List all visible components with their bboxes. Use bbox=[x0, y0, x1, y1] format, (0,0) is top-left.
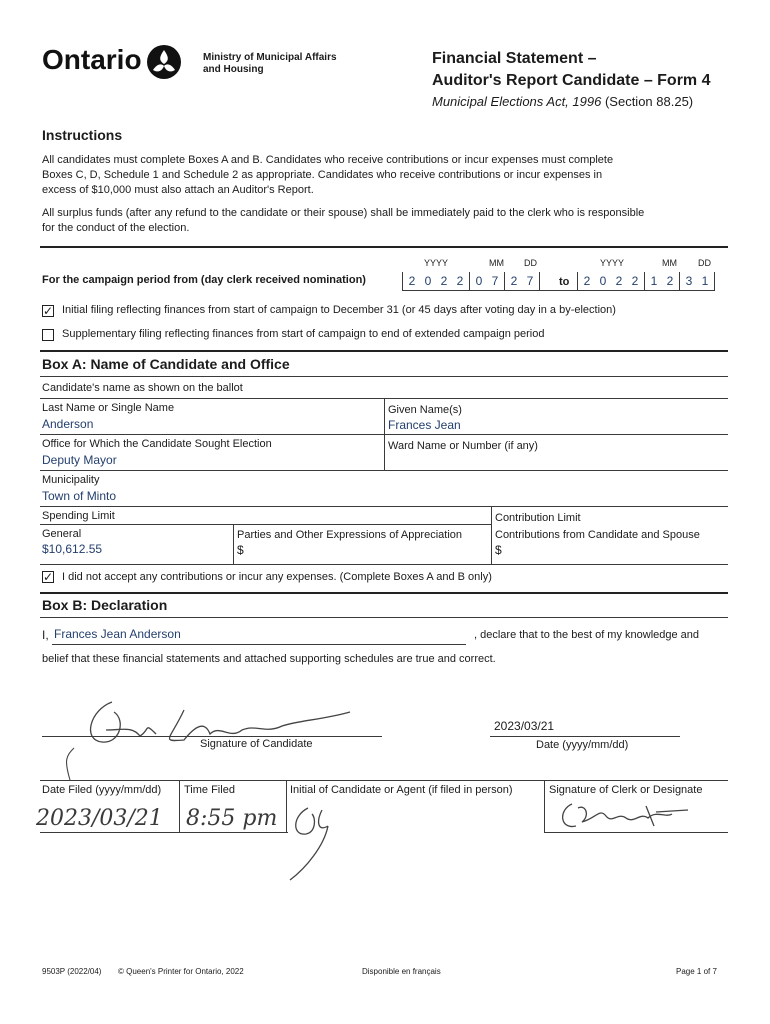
date-filed-handwritten[interactable]: 2023/03/21 bbox=[36, 806, 163, 831]
to-digit[interactable]: 0 bbox=[599, 274, 607, 288]
divider bbox=[40, 564, 728, 565]
contribution-limit-field[interactable]: $ bbox=[495, 543, 502, 557]
agent-initial-signature bbox=[272, 796, 362, 886]
trillium-logo-icon bbox=[146, 44, 182, 80]
from-digit[interactable]: 7 bbox=[526, 274, 534, 288]
from-digit[interactable]: 0 bbox=[475, 274, 483, 288]
date-box-border bbox=[539, 272, 540, 290]
to-digit[interactable]: 2 bbox=[615, 274, 623, 288]
date-box-border bbox=[469, 272, 470, 290]
ministry-name-line1: Ministry of Municipal Affairs bbox=[203, 52, 337, 63]
to-digit[interactable]: 2 bbox=[631, 274, 639, 288]
from-yyyy-label: YYYY bbox=[424, 258, 449, 268]
instructions-line: All candidates must complete Boxes A and B. Candidates who receive contributions or incur expenses must complete bbox=[42, 154, 614, 166]
divider bbox=[491, 506, 492, 564]
instructions-line: Boxes C, D, Schedule 1 and Schedule 2 as appropriate. Candidates who receive contributions or incur expenses in bbox=[42, 169, 603, 181]
divider bbox=[179, 780, 180, 832]
signed-date-label: Date (yyyy/mm/dd) bbox=[536, 739, 629, 751]
act-section: (Section 88.25) bbox=[604, 94, 694, 109]
to-digit[interactable]: 2 bbox=[666, 274, 674, 288]
office-field[interactable]: Deputy Mayor bbox=[42, 453, 117, 467]
parties-limit-field[interactable]: $ bbox=[237, 543, 244, 557]
form-title: Financial Statement – bbox=[432, 50, 597, 67]
ballot-note: Candidate's name as shown on the ballot bbox=[42, 382, 243, 394]
from-digit[interactable]: 2 bbox=[440, 274, 448, 288]
date-line bbox=[490, 736, 680, 737]
from-dd-label: DD bbox=[524, 258, 537, 268]
no-contributions-label: I did not accept any contributions or incur any expenses. (Complete Boxes A and B only) bbox=[62, 571, 492, 583]
from-digit[interactable]: 0 bbox=[424, 274, 432, 288]
signed-date-field[interactable]: 2023/03/21 bbox=[494, 719, 555, 733]
date-box-border bbox=[402, 272, 403, 290]
date-filed-label: Date Filed (yyyy/mm/dd) bbox=[42, 784, 162, 796]
declaration-i: I, bbox=[42, 628, 49, 642]
divider bbox=[40, 376, 728, 377]
to-digit[interactable]: 1 bbox=[701, 274, 709, 288]
to-digit[interactable]: 3 bbox=[685, 274, 693, 288]
from-digit[interactable]: 7 bbox=[491, 274, 499, 288]
divider bbox=[40, 434, 728, 435]
act-reference bbox=[432, 94, 693, 109]
signature-line bbox=[42, 736, 382, 737]
box-b-heading: Box B: Declaration bbox=[42, 597, 168, 613]
divider bbox=[233, 524, 234, 564]
divider bbox=[40, 592, 728, 594]
initial-filing-checkbox[interactable]: ✓ bbox=[43, 304, 54, 318]
clerk-signature bbox=[556, 796, 696, 836]
signature-label: Signature of Candidate bbox=[200, 738, 313, 750]
date-box-bottom bbox=[402, 290, 715, 291]
to-yyyy-label: YYYY bbox=[600, 258, 625, 268]
agent-initial-label: Initial of Candidate or Agent (if filed in person) bbox=[290, 784, 513, 796]
box-a-heading: Box A: Name of Candidate and Office bbox=[42, 356, 290, 372]
last-name-label: Last Name or Single Name bbox=[42, 402, 175, 414]
instructions-line: excess of $10,000 must also attach an Auditor's Report. bbox=[42, 184, 314, 196]
from-digit[interactable]: 2 bbox=[408, 274, 416, 288]
given-names-field[interactable]: Frances Jean bbox=[388, 418, 461, 432]
from-mm-label: MM bbox=[489, 258, 504, 268]
declarant-name-field[interactable]: Frances Jean Anderson bbox=[54, 627, 181, 641]
date-box-border bbox=[679, 272, 680, 290]
divider bbox=[40, 780, 728, 781]
period-label: For the campaign period from (day clerk received nomination) bbox=[42, 274, 366, 286]
date-box-border bbox=[644, 272, 645, 290]
french-availability: Disponible en français bbox=[362, 967, 441, 976]
spending-limit-label: Spending Limit bbox=[42, 510, 115, 522]
initial-filing-label: Initial filing reflecting finances from start of campaign to December 31 (or 45 days after voting day in a by-election) bbox=[62, 304, 616, 316]
candidate-signature bbox=[60, 690, 360, 780]
office-label: Office for Which the Candidate Sought Election bbox=[42, 438, 272, 450]
time-filed-label: Time Filed bbox=[184, 784, 235, 796]
form-code: 9503P (2022/04) bbox=[42, 967, 102, 976]
filed-underline bbox=[544, 832, 728, 833]
divider bbox=[40, 470, 728, 471]
last-name-field[interactable]: Anderson bbox=[42, 417, 94, 431]
ward-label: Ward Name or Number (if any) bbox=[388, 440, 538, 452]
declarant-underline bbox=[52, 644, 466, 645]
municipality-label: Municipality bbox=[42, 474, 100, 486]
contrib-from-label: Contributions from Candidate and Spouse bbox=[495, 529, 700, 541]
to-digit[interactable]: 1 bbox=[650, 274, 658, 288]
instructions-line: for the conduct of the election. bbox=[42, 222, 190, 234]
no-contributions-checkbox[interactable]: ✓ bbox=[43, 570, 54, 584]
divider bbox=[40, 524, 491, 525]
ontario-logo-text: Ontario bbox=[42, 44, 142, 75]
from-digit[interactable]: 2 bbox=[456, 274, 464, 288]
general-limit-field[interactable]: $10,612.55 bbox=[42, 542, 103, 556]
act-name: Municipal Elections Act, 1996 bbox=[432, 94, 602, 109]
time-filed-handwritten[interactable]: 8:55 pm bbox=[186, 806, 278, 831]
period-to-label: to bbox=[559, 276, 570, 288]
date-box-border bbox=[504, 272, 505, 290]
declaration-text: , declare that to the best of my knowledge and bbox=[474, 629, 700, 641]
filed-underline bbox=[40, 832, 288, 833]
given-names-label: Given Name(s) bbox=[388, 404, 462, 416]
divider bbox=[40, 617, 728, 618]
form-subtitle: Auditor's Report Candidate – Form 4 bbox=[432, 72, 711, 89]
divider bbox=[40, 350, 728, 352]
contribution-limit-label: Contribution Limit bbox=[495, 512, 581, 524]
divider bbox=[40, 506, 728, 507]
instructions-heading: Instructions bbox=[42, 127, 123, 143]
copyright-notice: © Queen's Printer for Ontario, 2022 bbox=[118, 967, 244, 976]
to-digit[interactable]: 2 bbox=[583, 274, 591, 288]
to-dd-label: DD bbox=[698, 258, 711, 268]
general-label: General bbox=[42, 528, 82, 540]
divider bbox=[544, 780, 545, 832]
supplementary-filing-checkbox[interactable] bbox=[42, 329, 54, 341]
instructions-line: All surplus funds (after any refund to the candidate or their spouse) shall be immediately paid to the clerk who is responsible bbox=[42, 207, 645, 219]
divider bbox=[40, 246, 728, 248]
supplementary-filing-label: Supplementary filing reflecting finances from start of campaign to end of extended campaign period bbox=[62, 328, 545, 340]
date-box-border bbox=[577, 272, 578, 290]
date-box-border bbox=[714, 272, 715, 290]
clerk-signature-label: Signature of Clerk or Designate bbox=[549, 784, 703, 796]
page-number: Page 1 of 7 bbox=[676, 967, 717, 976]
ministry-name-line2: and Housing bbox=[203, 64, 264, 75]
municipality-field[interactable]: Town of Minto bbox=[42, 489, 117, 503]
from-digit[interactable]: 2 bbox=[510, 274, 518, 288]
parties-label: Parties and Other Expressions of Appreciation bbox=[237, 529, 463, 541]
to-mm-label: MM bbox=[662, 258, 677, 268]
declaration-text-line2: belief that these financial statements and attached supporting schedules are true and correct. bbox=[42, 653, 496, 665]
